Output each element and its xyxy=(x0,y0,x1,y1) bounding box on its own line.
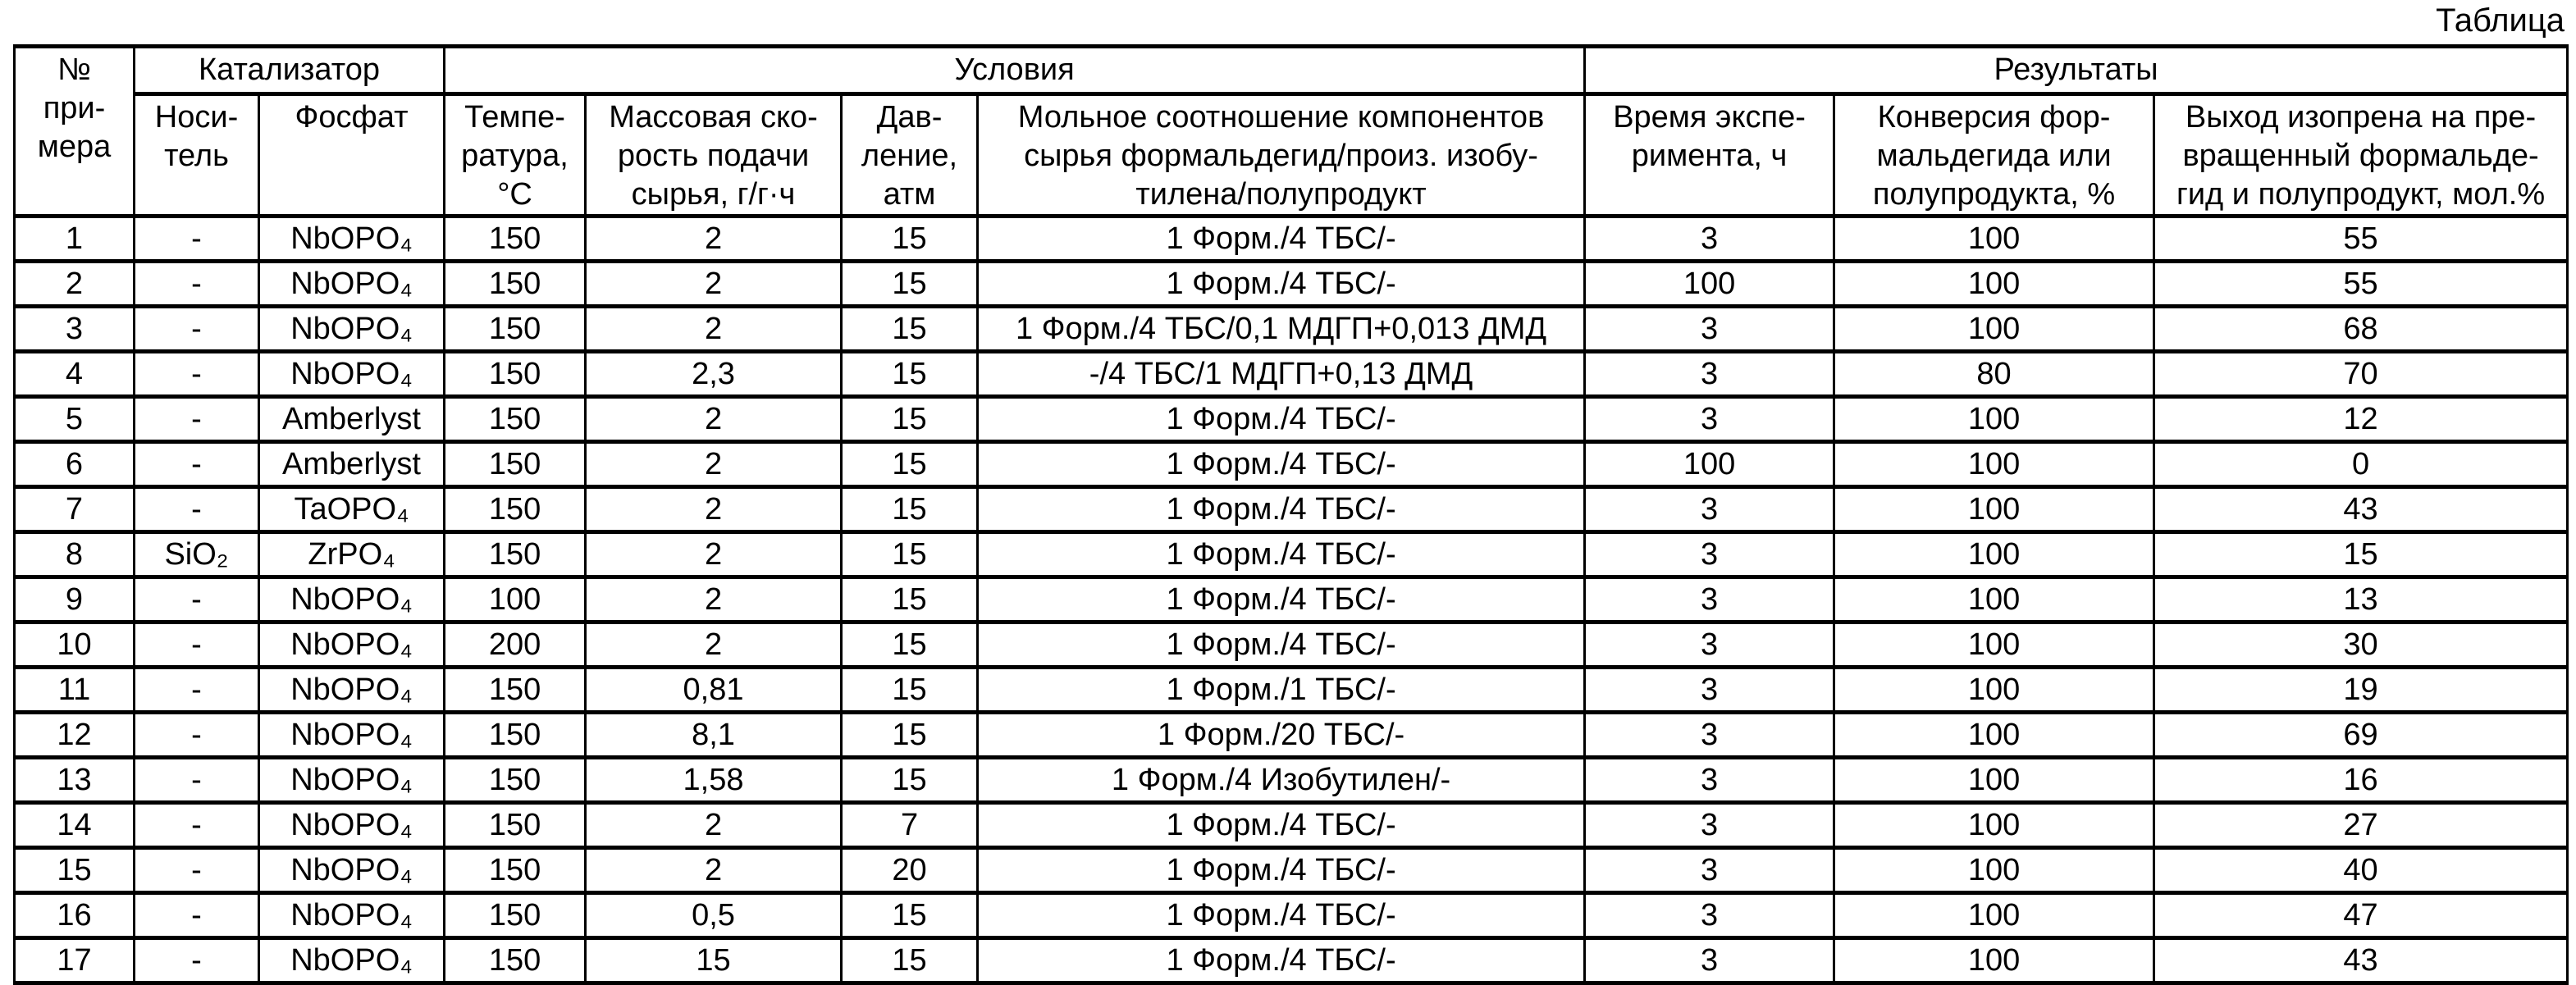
cell-yield: 55 xyxy=(2154,262,2568,307)
cell-support: - xyxy=(135,758,259,803)
cell-conversion: 100 xyxy=(1834,668,2154,713)
cell-temperature: 150 xyxy=(445,352,586,397)
cell-yield: 30 xyxy=(2154,622,2568,668)
cell-yield: 55 xyxy=(2154,217,2568,262)
table-row xyxy=(15,577,2568,622)
cell-exp-time: 3 xyxy=(1585,577,1834,622)
cell-exp-time: 3 xyxy=(1585,622,1834,668)
cell-phosphate: NbOPO₄ xyxy=(259,217,445,262)
cell-feed-rate: 1,58 xyxy=(586,758,842,803)
table-row xyxy=(15,217,2568,262)
cell-exp-time: 3 xyxy=(1585,668,1834,713)
cell-conversion: 100 xyxy=(1834,577,2154,622)
sub-header-row xyxy=(15,94,2568,217)
cell-support: - xyxy=(135,487,259,532)
cell-support: - xyxy=(135,803,259,848)
group-header-catalyst: Катализатор xyxy=(135,47,445,94)
cell-example-number: 9 xyxy=(15,577,135,622)
cell-yield: 70 xyxy=(2154,352,2568,397)
cell-support: SiO₂ xyxy=(135,532,259,577)
cell-feed-rate: 2 xyxy=(586,307,842,352)
cell-temperature: 150 xyxy=(445,397,586,442)
cell-yield: 27 xyxy=(2154,803,2568,848)
cell-yield: 43 xyxy=(2154,938,2568,983)
cell-pressure: 15 xyxy=(842,217,978,262)
col-header-yield: Выход изопрена на пре- вращенный формальде- гид и полупродукт, мол.% xyxy=(2154,94,2568,217)
table-row xyxy=(15,803,2568,848)
cell-molar-ratio: 1 Форм./4 ТБС/- xyxy=(978,397,1585,442)
cell-pressure: 15 xyxy=(842,713,978,758)
cell-example-number: 2 xyxy=(15,262,135,307)
group-header-results: Результаты xyxy=(1585,47,2568,94)
cell-feed-rate: 2 xyxy=(586,622,842,668)
cell-phosphate: NbOPO₄ xyxy=(259,622,445,668)
cell-molar-ratio: 1 Форм./4 ТБС/- xyxy=(978,848,1585,893)
cell-yield: 12 xyxy=(2154,397,2568,442)
cell-phosphate: Amberlyst xyxy=(259,442,445,487)
cell-molar-ratio: 1 Форм./4 ТБС/- xyxy=(978,893,1585,938)
table-row xyxy=(15,893,2568,938)
col-header-exp-time: Время экспе- римента, ч xyxy=(1585,94,1834,217)
col-header-support: Носи- тель xyxy=(135,94,259,217)
cell-molar-ratio: 1 Форм./1 ТБС/- xyxy=(978,668,1585,713)
cell-temperature: 150 xyxy=(445,532,586,577)
cell-exp-time: 3 xyxy=(1585,758,1834,803)
cell-pressure: 7 xyxy=(842,803,978,848)
cell-phosphate: NbOPO₄ xyxy=(259,938,445,983)
cell-exp-time: 3 xyxy=(1585,487,1834,532)
cell-conversion: 100 xyxy=(1834,622,2154,668)
col-header-conversion: Конверсия фор- мальдегида или полупродукта, % xyxy=(1834,94,2154,217)
col-header-feed-rate: Массовая ско- рость подачи сырья, г/г·ч xyxy=(586,94,842,217)
col-header-example-number: № при- мера xyxy=(15,47,135,217)
cell-pressure: 15 xyxy=(842,893,978,938)
cell-molar-ratio: 1 Форм./4 Изобутилен/- xyxy=(978,758,1585,803)
cell-temperature: 150 xyxy=(445,487,586,532)
cell-feed-rate: 2,3 xyxy=(586,352,842,397)
cell-exp-time: 3 xyxy=(1585,352,1834,397)
cell-conversion: 100 xyxy=(1834,262,2154,307)
cell-conversion: 100 xyxy=(1834,397,2154,442)
cell-yield: 47 xyxy=(2154,893,2568,938)
cell-support: - xyxy=(135,668,259,713)
table-row xyxy=(15,307,2568,352)
cell-support: - xyxy=(135,352,259,397)
cell-pressure: 15 xyxy=(842,442,978,487)
cell-temperature: 150 xyxy=(445,668,586,713)
cell-feed-rate: 15 xyxy=(586,938,842,983)
cell-yield: 0 xyxy=(2154,442,2568,487)
cell-temperature: 150 xyxy=(445,262,586,307)
cell-molar-ratio: 1 Форм./4 ТБС/- xyxy=(978,577,1585,622)
cell-temperature: 150 xyxy=(445,713,586,758)
cell-pressure: 15 xyxy=(842,487,978,532)
cell-feed-rate: 2 xyxy=(586,848,842,893)
cell-conversion: 100 xyxy=(1834,713,2154,758)
table-row xyxy=(15,668,2568,713)
table-row xyxy=(15,532,2568,577)
cell-pressure: 15 xyxy=(842,262,978,307)
cell-conversion: 80 xyxy=(1834,352,2154,397)
cell-support: - xyxy=(135,893,259,938)
col-header-pressure: Дав- ление, атм xyxy=(842,94,978,217)
table-row xyxy=(15,442,2568,487)
cell-example-number: 15 xyxy=(15,848,135,893)
cell-feed-rate: 2 xyxy=(586,487,842,532)
cell-feed-rate: 2 xyxy=(586,577,842,622)
cell-example-number: 17 xyxy=(15,938,135,983)
table-row xyxy=(15,758,2568,803)
cell-example-number: 6 xyxy=(15,442,135,487)
cell-molar-ratio: 1 Форм./4 ТБС/0,1 МДГП+0,013 ДМД xyxy=(978,307,1585,352)
cell-feed-rate: 0,81 xyxy=(586,668,842,713)
cell-phosphate: NbOPO₄ xyxy=(259,307,445,352)
table-body xyxy=(15,217,2568,983)
table-row xyxy=(15,397,2568,442)
table-row xyxy=(15,713,2568,758)
cell-exp-time: 3 xyxy=(1585,848,1834,893)
cell-conversion: 100 xyxy=(1834,307,2154,352)
cell-feed-rate: 0,5 xyxy=(586,893,842,938)
cell-phosphate: NbOPO₄ xyxy=(259,893,445,938)
cell-molar-ratio: 1 Форм./4 ТБС/- xyxy=(978,217,1585,262)
cell-yield: 40 xyxy=(2154,848,2568,893)
cell-pressure: 15 xyxy=(842,352,978,397)
cell-phosphate: ZrPO₄ xyxy=(259,532,445,577)
cell-support: - xyxy=(135,442,259,487)
cell-pressure: 20 xyxy=(842,848,978,893)
cell-yield: 15 xyxy=(2154,532,2568,577)
cell-molar-ratio: 1 Форм./4 ТБС/- xyxy=(978,262,1585,307)
cell-example-number: 16 xyxy=(15,893,135,938)
cell-pressure: 15 xyxy=(842,758,978,803)
col-header-temperature: Темпе- ратура, °C xyxy=(445,94,586,217)
group-header-conditions: Условия xyxy=(445,47,1585,94)
cell-feed-rate: 2 xyxy=(586,262,842,307)
table-row xyxy=(15,848,2568,893)
cell-example-number: 12 xyxy=(15,713,135,758)
cell-temperature: 150 xyxy=(445,938,586,983)
cell-example-number: 8 xyxy=(15,532,135,577)
cell-conversion: 100 xyxy=(1834,893,2154,938)
cell-phosphate: TaOPO₄ xyxy=(259,487,445,532)
col-header-molar-ratio: Мольное соотношение компонентов сырья формальдегид/произ. изобу- тилена/полупродукт xyxy=(978,94,1585,217)
table-row xyxy=(15,262,2568,307)
cell-conversion: 100 xyxy=(1834,487,2154,532)
cell-example-number: 10 xyxy=(15,622,135,668)
cell-exp-time: 3 xyxy=(1585,938,1834,983)
cell-exp-time: 3 xyxy=(1585,217,1834,262)
cell-support: - xyxy=(135,713,259,758)
cell-temperature: 150 xyxy=(445,803,586,848)
table-row xyxy=(15,938,2568,983)
col-header-phosphate: Фосфат xyxy=(259,94,445,217)
cell-temperature: 150 xyxy=(445,217,586,262)
cell-temperature: 150 xyxy=(445,758,586,803)
cell-conversion: 100 xyxy=(1834,217,2154,262)
cell-yield: 69 xyxy=(2154,713,2568,758)
cell-exp-time: 100 xyxy=(1585,262,1834,307)
cell-example-number: 4 xyxy=(15,352,135,397)
cell-yield: 19 xyxy=(2154,668,2568,713)
cell-exp-time: 3 xyxy=(1585,397,1834,442)
cell-phosphate: NbOPO₄ xyxy=(259,848,445,893)
table-row xyxy=(15,352,2568,397)
cell-conversion: 100 xyxy=(1834,848,2154,893)
cell-molar-ratio: 1 Форм./20 ТБС/- xyxy=(978,713,1585,758)
table-caption: Таблица xyxy=(2436,2,2565,39)
cell-exp-time: 3 xyxy=(1585,532,1834,577)
cell-pressure: 15 xyxy=(842,668,978,713)
cell-support: - xyxy=(135,307,259,352)
cell-molar-ratio: 1 Форм./4 ТБС/- xyxy=(978,532,1585,577)
table-row xyxy=(15,487,2568,532)
cell-exp-time: 100 xyxy=(1585,442,1834,487)
cell-example-number: 13 xyxy=(15,758,135,803)
cell-example-number: 7 xyxy=(15,487,135,532)
data-table xyxy=(13,44,2569,985)
cell-yield: 43 xyxy=(2154,487,2568,532)
cell-phosphate: Amberlyst xyxy=(259,397,445,442)
cell-temperature: 150 xyxy=(445,307,586,352)
cell-molar-ratio: 1 Форм./4 ТБС/- xyxy=(978,622,1585,668)
cell-molar-ratio: 1 Форм./4 ТБС/- xyxy=(978,938,1585,983)
cell-feed-rate: 2 xyxy=(586,532,842,577)
cell-pressure: 15 xyxy=(842,532,978,577)
cell-pressure: 15 xyxy=(842,397,978,442)
cell-feed-rate: 2 xyxy=(586,397,842,442)
cell-molar-ratio: 1 Форм./4 ТБС/- xyxy=(978,803,1585,848)
cell-example-number: 14 xyxy=(15,803,135,848)
cell-phosphate: NbOPO₄ xyxy=(259,668,445,713)
cell-pressure: 15 xyxy=(842,577,978,622)
cell-pressure: 15 xyxy=(842,622,978,668)
cell-temperature: 100 xyxy=(445,577,586,622)
cell-phosphate: NbOPO₄ xyxy=(259,262,445,307)
cell-molar-ratio: 1 Форм./4 ТБС/- xyxy=(978,487,1585,532)
cell-support: - xyxy=(135,622,259,668)
cell-conversion: 100 xyxy=(1834,938,2154,983)
cell-conversion: 100 xyxy=(1834,532,2154,577)
cell-temperature: 150 xyxy=(445,442,586,487)
cell-temperature: 150 xyxy=(445,848,586,893)
cell-support: - xyxy=(135,848,259,893)
cell-conversion: 100 xyxy=(1834,758,2154,803)
cell-exp-time: 3 xyxy=(1585,803,1834,848)
cell-support: - xyxy=(135,577,259,622)
cell-conversion: 100 xyxy=(1834,442,2154,487)
cell-exp-time: 3 xyxy=(1585,893,1834,938)
cell-feed-rate: 2 xyxy=(586,803,842,848)
cell-molar-ratio: -/4 ТБС/1 МДГП+0,13 ДМД xyxy=(978,352,1585,397)
cell-exp-time: 3 xyxy=(1585,713,1834,758)
cell-support: - xyxy=(135,217,259,262)
cell-yield: 16 xyxy=(2154,758,2568,803)
group-header-row xyxy=(15,47,2568,94)
cell-example-number: 1 xyxy=(15,217,135,262)
cell-example-number: 3 xyxy=(15,307,135,352)
cell-molar-ratio: 1 Форм./4 ТБС/- xyxy=(978,442,1585,487)
cell-exp-time: 3 xyxy=(1585,307,1834,352)
cell-yield: 13 xyxy=(2154,577,2568,622)
cell-yield: 68 xyxy=(2154,307,2568,352)
cell-example-number: 11 xyxy=(15,668,135,713)
cell-pressure: 15 xyxy=(842,938,978,983)
cell-temperature: 150 xyxy=(445,893,586,938)
cell-phosphate: NbOPO₄ xyxy=(259,758,445,803)
cell-support: - xyxy=(135,262,259,307)
cell-phosphate: NbOPO₄ xyxy=(259,352,445,397)
table-header xyxy=(15,47,2568,217)
cell-temperature: 200 xyxy=(445,622,586,668)
cell-support: - xyxy=(135,938,259,983)
cell-support: - xyxy=(135,397,259,442)
cell-pressure: 15 xyxy=(842,307,978,352)
table-row xyxy=(15,622,2568,668)
cell-feed-rate: 8,1 xyxy=(586,713,842,758)
cell-example-number: 5 xyxy=(15,397,135,442)
cell-phosphate: NbOPO₄ xyxy=(259,577,445,622)
cell-conversion: 100 xyxy=(1834,803,2154,848)
cell-feed-rate: 2 xyxy=(586,442,842,487)
cell-phosphate: NbOPO₄ xyxy=(259,713,445,758)
cell-feed-rate: 2 xyxy=(586,217,842,262)
cell-phosphate: NbOPO₄ xyxy=(259,803,445,848)
